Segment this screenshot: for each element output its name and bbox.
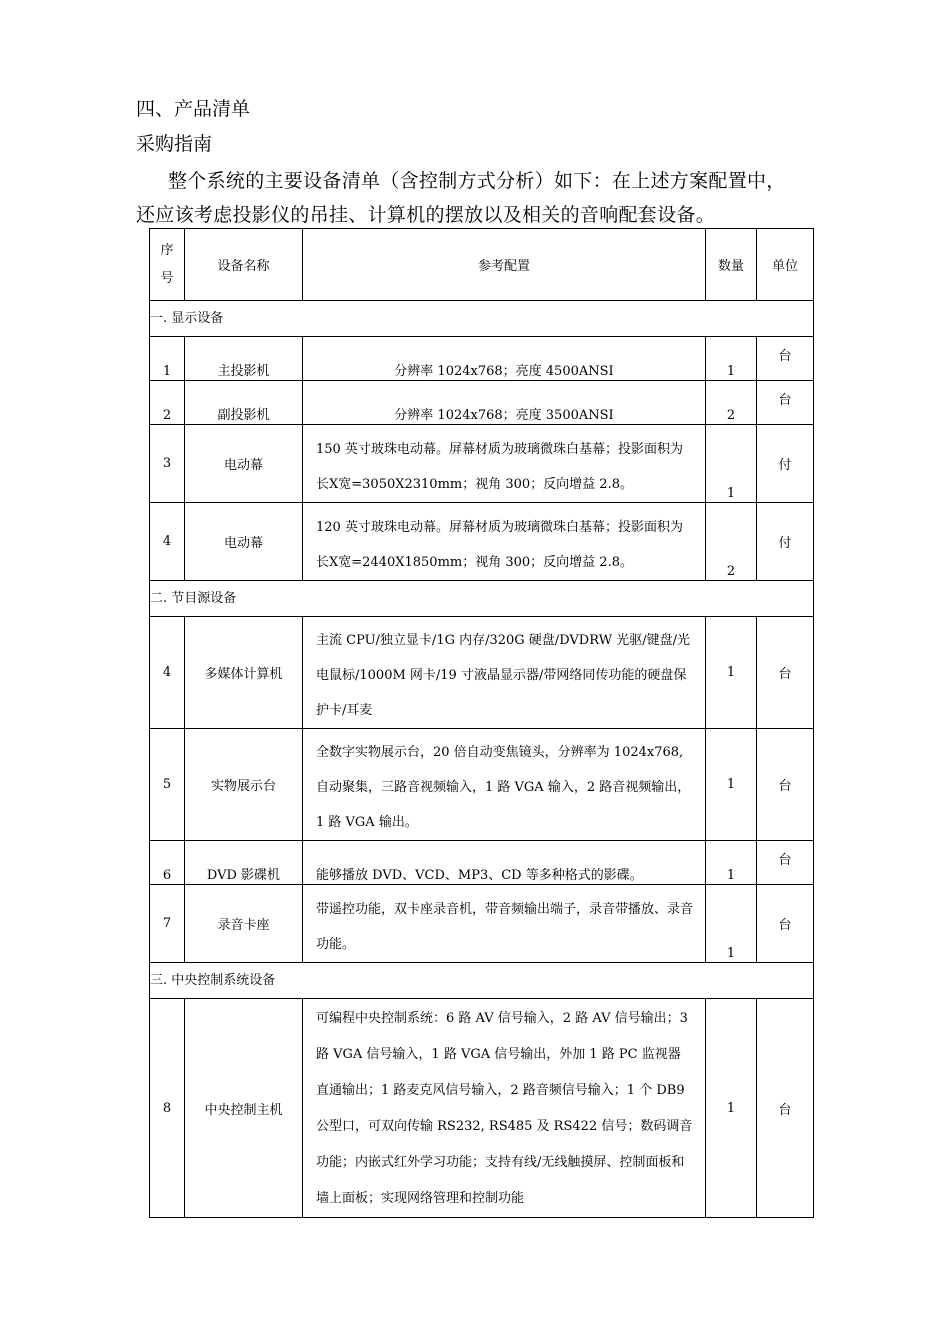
- table-row: [150, 337, 814, 381]
- category-label: 一. 显示设备: [150, 301, 814, 337]
- row-config: 可编程中央控制系统：6 路 AV 信号输入，2 路 AV 信号输出；3 路 VGA 信号输入，1 路 VGA 信号输出，外加 1 路 PC 监视器直通输出；1 路麦克风信号输入，2 路音频信号输入；1 个 DB9 公型口，可双向传输 RS232, RS485 及 RS422 信号；数码调音功能；内嵌式红外学习功能；支持有线/无线触摸屏、控制面板和墙上面板；实现网络管理和控制功能: [303, 999, 706, 1218]
- table-header-row: [150, 229, 814, 301]
- table-row: [150, 841, 814, 885]
- row-qty: 1: [706, 729, 757, 841]
- row-name: 实物展示台: [185, 729, 303, 841]
- row-no: 4: [150, 503, 185, 581]
- category-label: 二. 节目源设备: [150, 581, 814, 617]
- category-row: [150, 581, 814, 617]
- row-config: 全数字实物展示台，20 倍自动变焦镜头，分辨率为 1024x768,自动聚集，三路音视频输入，1 路 VGA 输入，2 路音视频输出，1 路 VGA 输出。: [303, 729, 706, 841]
- row-qty: 2: [706, 381, 757, 425]
- row-name: DVD 影碟机: [185, 841, 303, 885]
- category-row: [150, 963, 814, 999]
- row-no: 6: [150, 841, 185, 885]
- row-unit: 台: [757, 617, 814, 729]
- section-heading: 四、产品清单: [136, 98, 251, 120]
- row-name: 录音卡座: [185, 885, 303, 963]
- intro-paragraph: 整个系统的主要设备清单（含控制方式分析）如下：在上述方案配置中，还应该考虑投影仪的吊挂、计算机的摆放以及相关的音响配套设备。: [136, 170, 786, 226]
- row-qty: 1: [706, 617, 757, 729]
- header-config: 参考配置: [303, 229, 706, 301]
- row-qty: 2: [706, 503, 757, 581]
- table-row: [150, 885, 814, 963]
- equipment-table: [149, 228, 814, 1218]
- header-name: 设备名称: [185, 229, 303, 301]
- category-row: [150, 301, 814, 337]
- row-unit: 台: [757, 729, 814, 841]
- row-qty: 1: [706, 999, 757, 1218]
- sub-heading: 采购指南: [136, 133, 213, 155]
- row-config: 能够播放 DVD、VCD、MP3、CD 等多种格式的影碟。: [303, 841, 706, 885]
- row-config: 分辨率 1024x768；亮度 4500ANSI: [303, 337, 706, 381]
- row-no: 8: [150, 999, 185, 1218]
- category-label: 三. 中央控制系统设备: [150, 963, 814, 999]
- row-no: 4: [150, 617, 185, 729]
- row-unit: 付: [757, 503, 814, 581]
- row-qty: 1: [706, 841, 757, 885]
- row-name: 中央控制主机: [185, 999, 303, 1218]
- row-unit: 台: [757, 885, 814, 963]
- row-config: 120 英寸玻珠电动幕。屏幕材质为玻璃微珠白基幕；投影面积为长Ⅹ宽=2440Ⅹ1850mm；视角 300；反向增益 2.8。: [303, 503, 706, 581]
- row-no: 5: [150, 729, 185, 841]
- row-qty: 1: [706, 425, 757, 503]
- row-qty: 1: [706, 885, 757, 963]
- row-name: 电动幕: [185, 425, 303, 503]
- row-name: 副投影机: [185, 381, 303, 425]
- table-row: [150, 999, 814, 1218]
- row-name: 多媒体计算机: [185, 617, 303, 729]
- row-no: 7: [150, 885, 185, 963]
- row-unit: 台: [757, 841, 814, 885]
- row-unit: 台: [757, 999, 814, 1218]
- header-unit: 单位: [757, 229, 814, 301]
- row-config: 150 英寸玻珠电动幕。屏幕材质为玻璃微珠白基幕；投影面积为长Ⅹ宽=3050Ⅹ2310mm；视角 300；反向增益 2.8。: [303, 425, 706, 503]
- row-unit: 台: [757, 337, 814, 381]
- row-config: 主流 CPU/独立显卡/1G 内存/320G 硬盘/DVDRW 光驱/键盘/光电鼠标/1000M 网卡/19 寸液晶显示器/带网络同传功能的硬盘保护卡/耳麦: [303, 617, 706, 729]
- header-no-line2: 号: [160, 270, 174, 286]
- table-row: [150, 381, 814, 425]
- row-config: 带遥控功能，双卡座录音机，带音频输出端子，录音带播放、录音功能。: [303, 885, 706, 963]
- row-name: 电动幕: [185, 503, 303, 581]
- row-unit: 台: [757, 381, 814, 425]
- header-no: [150, 229, 185, 301]
- header-no-line1: 序: [160, 242, 174, 258]
- row-qty: 1: [706, 337, 757, 381]
- row-no: 1: [150, 337, 185, 381]
- row-name: 主投影机: [185, 337, 303, 381]
- table-row: [150, 617, 814, 729]
- header-qty: 数量: [706, 229, 757, 301]
- table-row: [150, 503, 814, 581]
- row-config: 分辨率 1024x768；亮度 3500ANSI: [303, 381, 706, 425]
- row-no: 3: [150, 425, 185, 503]
- row-unit: 付: [757, 425, 814, 503]
- table-row: [150, 425, 814, 503]
- row-no: 2: [150, 381, 185, 425]
- table-row: [150, 729, 814, 841]
